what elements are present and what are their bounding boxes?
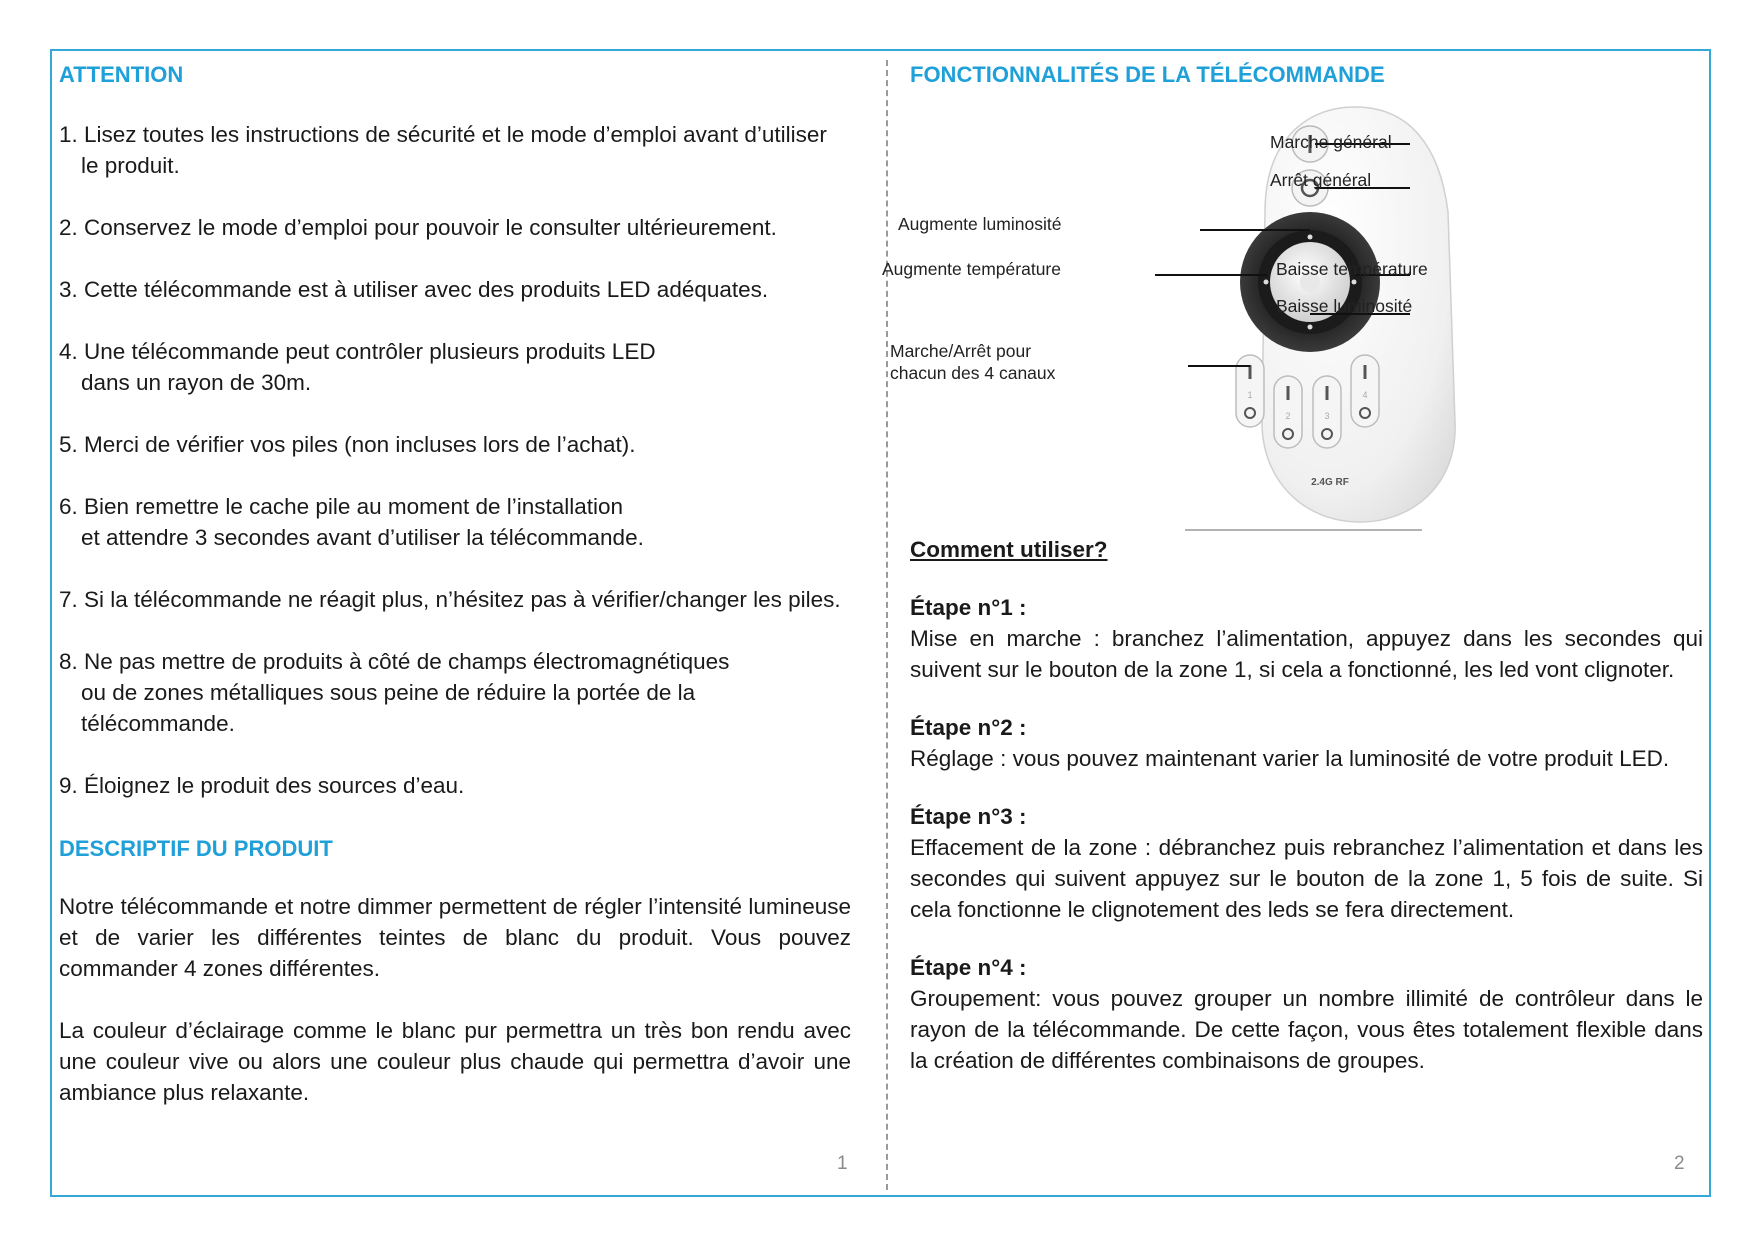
product-description-heading: DESCRIPTIF DU PRODUIT bbox=[59, 836, 333, 861]
fold-divider bbox=[886, 60, 888, 1190]
remote-diagram bbox=[882, 102, 1703, 532]
remote-features-heading: FONCTIONNALITÉS DE LA TÉLÉCOMMANDE bbox=[910, 62, 1385, 87]
how-to-use-title: Comment utiliser? bbox=[910, 537, 1108, 562]
step-title: Étape n°3 : bbox=[910, 804, 1027, 829]
attention-item-text: 8. Ne pas mettre de produits à côté de champs électromagnétiques bbox=[59, 649, 730, 674]
label-temperature-up: Augmente température bbox=[882, 259, 1061, 279]
attention-item bbox=[59, 336, 851, 398]
label-brightness-up: Augmente luminosité bbox=[898, 214, 1062, 234]
rf-mark: 2.4G RF bbox=[1311, 477, 1349, 488]
description-paragraph-1: Notre télécommande et notre dimmer permettent de régler l’intensité lumineuse et de varier les différentes teintes de blanc du produit. Vous pouvez commander 4 zones différentes. bbox=[59, 894, 851, 981]
attention-item bbox=[59, 646, 851, 739]
steps-list bbox=[910, 565, 1703, 1076]
channel-number-4: 4 bbox=[1362, 390, 1368, 400]
attention-item-continuation: télécommande. bbox=[81, 711, 235, 736]
right-page bbox=[882, 58, 1703, 1076]
attention-item bbox=[59, 770, 851, 801]
step-title: Étape n°2 : bbox=[910, 715, 1027, 740]
page-number-right: 2 bbox=[1674, 1153, 1685, 1174]
attention-item-text: 4. Une télécommande peut contrôler plusieurs produits LED bbox=[59, 339, 656, 364]
attention-item bbox=[59, 429, 851, 460]
attention-item bbox=[59, 491, 851, 553]
attention-item-continuation: et attendre 3 secondes avant d’utiliser la télécommande. bbox=[81, 525, 644, 550]
attention-item bbox=[59, 274, 851, 305]
step-text: Effacement de la zone : débranchez puis rebranchez l’alimentation et dans les secondes qui suivent appuyez sur le bouton de la zone 1, 5 fois de suite. Si cela fonctionne le clignotement des leds se fera directement. bbox=[910, 835, 1703, 922]
attention-item-text: 1. Lisez toutes les instructions de sécurité et le mode d’emploi avant d’utiliser bbox=[59, 122, 827, 147]
attention-item bbox=[59, 119, 851, 181]
step-title: Étape n°1 : bbox=[910, 595, 1027, 620]
attention-item-text: 6. Bien remettre le cache pile au moment de l’installation bbox=[59, 494, 624, 519]
step-text: Groupement: vous pouvez grouper un nombre illimité de contrôleur dans le rayon de la télécommande. De cette façon, vous êtes totalement flexible dans la création de différentes combinaisons de groupes. bbox=[910, 986, 1703, 1073]
description-paragraph-2: La couleur d’éclairage comme le blanc pur permettra un très bon rendu avec une couleur vive ou alors une couleur plus chaude qui permettra d’avoir une ambiance plus relaxante. bbox=[59, 1018, 851, 1105]
attention-item-continuation: ou de zones métalliques sous peine de réduire la portée de la bbox=[81, 680, 696, 705]
attention-item-text: 3. Cette télécommande est à utiliser avec des produits LED adéquates. bbox=[59, 277, 769, 302]
attention-item-continuation: dans un rayon de 30m. bbox=[81, 370, 312, 395]
attention-item-continuation: le produit. bbox=[81, 153, 180, 178]
attention-item bbox=[59, 212, 851, 243]
channel-number-2: 2 bbox=[1285, 411, 1291, 421]
attention-item-text: 9. Éloignez le produit des sources d’eau. bbox=[59, 773, 465, 798]
left-page bbox=[59, 58, 851, 1108]
channel-number-3: 3 bbox=[1324, 411, 1330, 421]
label-temperature-down: Baisse température bbox=[1276, 259, 1428, 279]
attention-item-text: 7. Si la télécommande ne réagit plus, n’hésitez pas à vérifier/changer les piles. bbox=[59, 587, 841, 612]
step-text: Mise en marche : branchez l’alimentation, appuyez dans les secondes qui suivent sur le bouton de la zone 1, si cela a fonctionné, les led vont clignoter. bbox=[910, 626, 1703, 682]
label-channels-line2: chacun des 4 canaux bbox=[890, 363, 1056, 383]
label-on: Marche général bbox=[1270, 132, 1392, 152]
attention-list bbox=[59, 119, 851, 801]
label-off: Arrêt général bbox=[1270, 170, 1372, 190]
label-channels-line1: Marche/Arrêt pour bbox=[890, 341, 1032, 361]
attention-item-text: 2. Conservez le mode d’emploi pour pouvoir le consulter ultérieurement. bbox=[59, 215, 777, 240]
step-text: Réglage : vous pouvez maintenant varier la luminosité de votre produit LED. bbox=[910, 746, 1670, 771]
label-brightness-down: Baisse luminosité bbox=[1276, 296, 1413, 316]
step-title: Étape n°4 : bbox=[910, 955, 1027, 980]
attention-item-text: 5. Merci de vérifier vos piles (non incluses lors de l’achat). bbox=[59, 432, 636, 457]
page-number-left: 1 bbox=[837, 1153, 848, 1174]
channel-number-1: 1 bbox=[1247, 390, 1253, 400]
attention-heading: ATTENTION bbox=[59, 62, 184, 87]
attention-item bbox=[59, 584, 851, 615]
